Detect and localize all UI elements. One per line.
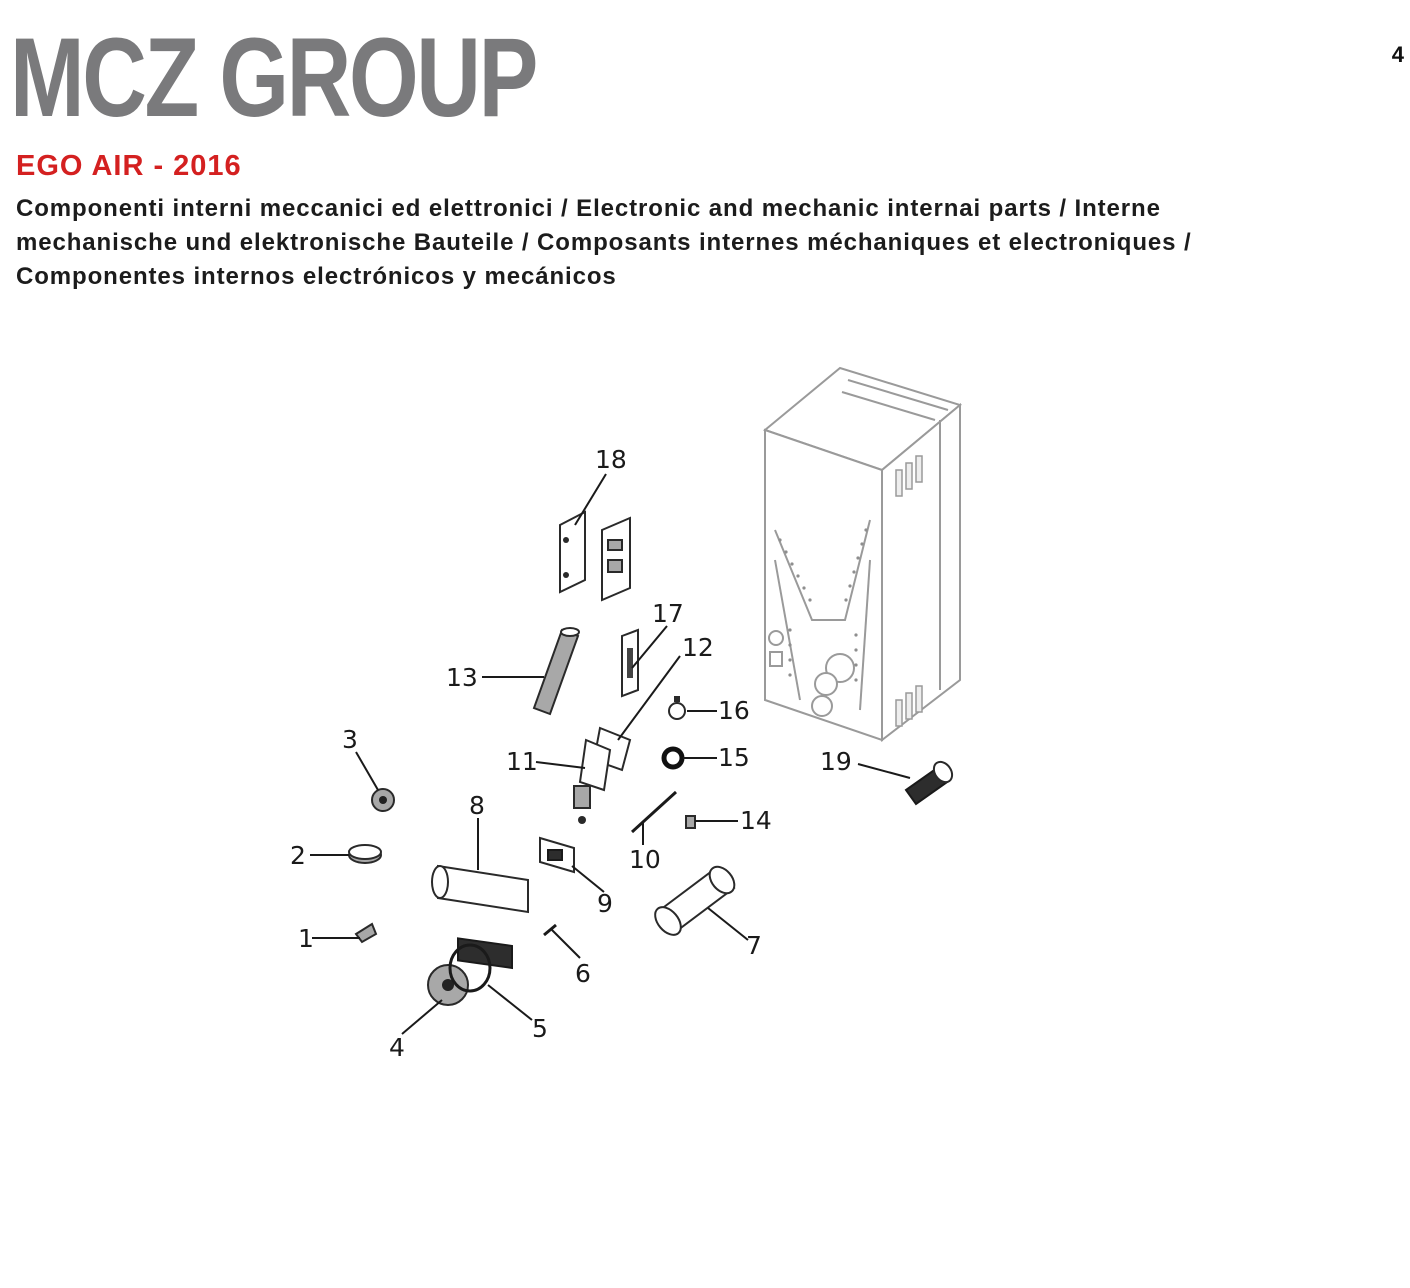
model-title: EGO AIR - 2016 <box>16 150 242 182</box>
callout-15: 15 <box>718 743 750 772</box>
callout-17: 17 <box>652 599 684 628</box>
callout-7: 7 <box>746 931 762 960</box>
callout-2: 2 <box>290 841 306 870</box>
part-19-pipe <box>906 758 956 804</box>
callout-1: 1 <box>298 924 314 953</box>
callout-5: 5 <box>532 1014 548 1043</box>
part-10-probe <box>632 792 676 832</box>
callout-14: 14 <box>740 806 772 835</box>
part-18-electronic-board <box>560 512 630 600</box>
part-4-fan-motor <box>428 965 468 1005</box>
part-11-igniter <box>574 740 610 824</box>
stove-body <box>765 368 960 740</box>
part-16-pressure-switch <box>669 696 685 719</box>
callout-10: 10 <box>629 845 661 874</box>
callout-19: 19 <box>820 747 852 776</box>
part-13-sleeve <box>534 628 579 714</box>
callout-8: 8 <box>469 791 485 820</box>
callout-13: 13 <box>446 663 478 692</box>
part-14-sensor <box>686 816 695 828</box>
part-9-connector <box>540 838 574 872</box>
callout-6: 6 <box>575 959 591 988</box>
callout-16: 16 <box>718 696 750 725</box>
callout-11: 11 <box>506 747 538 776</box>
callout-12: 12 <box>682 633 714 662</box>
description-line: Componentes internos electrónicos y mecánicos <box>16 263 617 290</box>
page-number: 4 <box>1391 42 1404 67</box>
part-8-fan <box>432 866 528 968</box>
callout-9: 9 <box>597 889 613 918</box>
part-3-motor <box>372 789 394 811</box>
callout-3: 3 <box>342 725 358 754</box>
part-15-o-ring <box>664 749 682 767</box>
description-line: Componenti interni meccanici ed elettronici / Electronic and mechanic internai parts / Interne <box>16 195 1161 222</box>
part-7-tube <box>650 862 739 940</box>
callout-4: 4 <box>389 1033 405 1062</box>
part-2-cap <box>349 845 381 863</box>
part-1-clip <box>356 924 376 942</box>
callout-18: 18 <box>595 445 627 474</box>
brand-logo: MCZ GROUP <box>10 15 536 140</box>
description-line: mechanische und elektronische Bauteile / Composants internes méchaniques et electroniques / <box>16 229 1192 256</box>
